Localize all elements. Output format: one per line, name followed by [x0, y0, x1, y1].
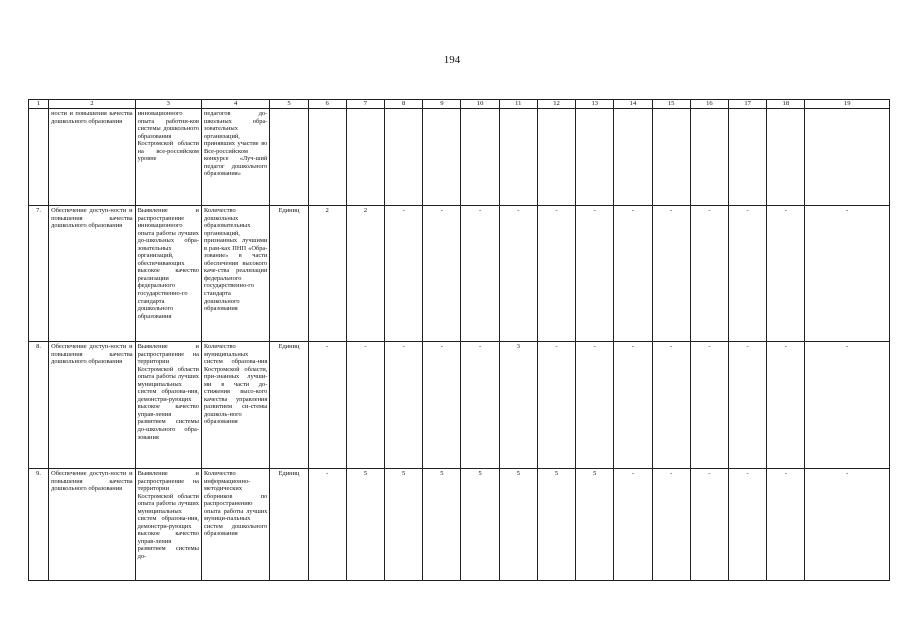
column-header: 18 [767, 100, 805, 109]
value-cell [423, 109, 461, 206]
indicator-cell: педагогов до-школьных обра-зовательных организаций, принявших участие во Все-российском конкурсе «Луч-ший педагог дошкольного образования» [201, 109, 269, 206]
value-cell: - [461, 342, 499, 469]
value-cell: - [767, 206, 805, 342]
value-cell: - [461, 206, 499, 342]
value-cell: - [308, 469, 346, 581]
value-cell [499, 109, 537, 206]
value-cell: - [652, 206, 690, 342]
unit-cell: Единиц [270, 342, 308, 469]
value-cell: 5 [499, 469, 537, 581]
column-header: 7 [346, 100, 384, 109]
indicators-table [28, 99, 890, 581]
value-cell: - [576, 342, 614, 469]
row-number [29, 109, 49, 206]
value-cell: - [805, 469, 890, 581]
column-header: 10 [461, 100, 499, 109]
value-cell [805, 109, 890, 206]
unit-cell: Единиц [270, 469, 308, 581]
value-cell: - [614, 342, 652, 469]
value-cell: - [385, 206, 423, 342]
value-cell [537, 109, 575, 206]
value-cell: 2 [308, 206, 346, 342]
value-cell: - [652, 342, 690, 469]
value-cell: - [767, 342, 805, 469]
value-cell: 5 [537, 469, 575, 581]
event-cell: инновационного опыта работни-ков системы дошкольного образования Костромской области на все-российском уровне [135, 109, 201, 206]
event-cell: Выявление и распространение инновационного опыта работы лучших до-школьных обра-зовательных организаций, обеспечивающих высокое качество реализации федерального государственно-го стандарта дошкольного образования [135, 206, 201, 342]
indicator-cell: Количество дошкольных образовательных организаций, признанных лучшими в рам-ках ПНП «Обра-зование» в части обеспечения высокого каче-ства реализации федерального государственно-го стандарта дошкольного образования [201, 206, 269, 342]
value-cell [385, 109, 423, 206]
table-row [29, 206, 890, 342]
goal-cell: Обеспечение доступ-ности и повышения качества дошкольного образования [49, 469, 136, 581]
indicator-cell: Количество информационно-методических сборников по распространению опыта работы лучших муници-пальных систем дошкольного образования [201, 469, 269, 581]
value-cell: - [729, 342, 767, 469]
value-cell [614, 109, 652, 206]
row-number: 9. [29, 469, 49, 581]
value-cell: - [385, 342, 423, 469]
unit-cell: Единиц [270, 206, 308, 342]
row-number: 7. [29, 206, 49, 342]
table-row [29, 469, 890, 581]
column-header: 9 [423, 100, 461, 109]
column-header: 19 [805, 100, 890, 109]
column-header: 14 [614, 100, 652, 109]
event-cell: Выявление и распространение на территории Костромской области опыта работы лучших муниципальных систем образова-ния, демонстри-рующих высокое качество управ-ления развитием системы до- [135, 469, 201, 581]
value-cell: 5 [423, 469, 461, 581]
column-header: 3 [135, 100, 201, 109]
event-cell: Выявление и распространение на территории Костромской области опыта работы лучших муниципальных систем образова-ния, демонстри-рующих высокое качество управ-ления развитием системы до-школьного обра-зования [135, 342, 201, 469]
value-cell: - [690, 206, 728, 342]
value-cell: - [729, 206, 767, 342]
value-cell: - [652, 469, 690, 581]
row-number: 8. [29, 342, 49, 469]
goal-cell: ности и повышения качества дошкольного образования [49, 109, 136, 206]
column-header: 1 [29, 100, 49, 109]
column-header: 16 [690, 100, 728, 109]
value-cell: 5 [576, 469, 614, 581]
value-cell: - [423, 342, 461, 469]
column-header: 12 [537, 100, 575, 109]
value-cell: - [805, 206, 890, 342]
column-header: 13 [576, 100, 614, 109]
table-row [29, 342, 890, 469]
value-cell: - [614, 469, 652, 581]
value-cell: - [690, 342, 728, 469]
value-cell [652, 109, 690, 206]
header-row [29, 100, 890, 109]
column-header: 15 [652, 100, 690, 109]
value-cell: - [308, 342, 346, 469]
value-cell [767, 109, 805, 206]
column-header: 6 [308, 100, 346, 109]
value-cell [729, 109, 767, 206]
table-row [29, 109, 890, 206]
goal-cell: Обеспечение доступ-ности и повышения качества дошкольного образования [49, 206, 136, 342]
column-header: 11 [499, 100, 537, 109]
value-cell: - [767, 469, 805, 581]
value-cell: 2 [346, 206, 384, 342]
value-cell: 3 [499, 342, 537, 469]
value-cell: - [423, 206, 461, 342]
value-cell: - [576, 206, 614, 342]
column-header: 17 [729, 100, 767, 109]
value-cell [461, 109, 499, 206]
column-header: 8 [385, 100, 423, 109]
value-cell [308, 109, 346, 206]
column-header: 5 [270, 100, 308, 109]
goal-cell: Обеспечение доступ-ности и повышения качества дошкольного образования [49, 342, 136, 469]
value-cell: 5 [385, 469, 423, 581]
value-cell: 5 [461, 469, 499, 581]
value-cell: - [499, 206, 537, 342]
value-cell: - [805, 342, 890, 469]
value-cell: - [614, 206, 652, 342]
unit-cell [270, 109, 308, 206]
value-cell: - [729, 469, 767, 581]
value-cell: - [690, 469, 728, 581]
value-cell [346, 109, 384, 206]
value-cell: - [537, 206, 575, 342]
value-cell: - [537, 342, 575, 469]
indicator-cell: Количество муниципальных систем образова-ния Костромской области, при-знанных лучши-ми в части до-стижения высо-кого качества управления развитием си-стемы дошколь-ного образования [201, 342, 269, 469]
value-cell [690, 109, 728, 206]
page-number: 194 [443, 54, 461, 66]
value-cell [576, 109, 614, 206]
value-cell: 5 [346, 469, 384, 581]
column-header: 2 [49, 100, 136, 109]
value-cell: - [346, 342, 384, 469]
column-header: 4 [201, 100, 269, 109]
